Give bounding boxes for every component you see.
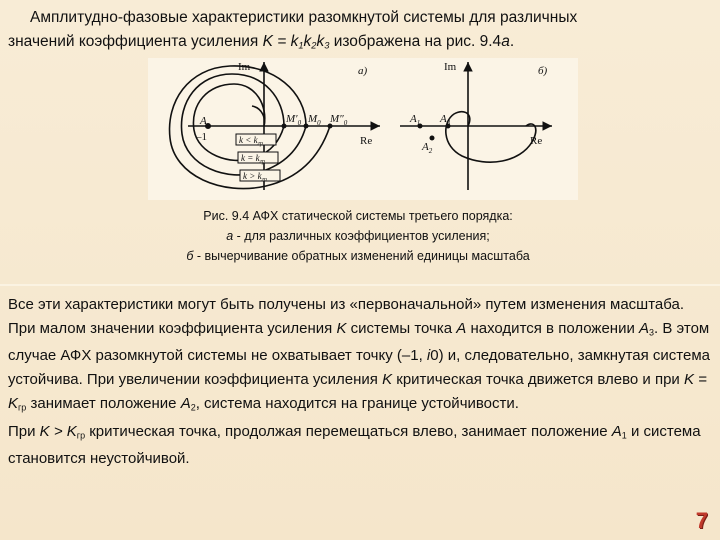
section-divider <box>0 284 720 286</box>
A2-label: $A_2$ <box>422 141 433 155</box>
M1-label: $M'_0$ <box>286 113 302 127</box>
body-paragraph-1: Все эти характеристики могут быть получены из «первоначальной» путем изменения масштаба. <box>8 296 685 313</box>
minus-one-label: –1 <box>196 131 207 143</box>
A3-label: $A_3$ <box>440 113 451 127</box>
M2-label: $M''_0$ <box>330 113 348 127</box>
M0-label: $M_0$ <box>308 113 321 127</box>
afc-diagram <box>148 58 578 200</box>
caption-line3: б - вычерчивание обратных изменений единицы масштаба <box>186 249 530 263</box>
curve-k-lt <box>193 84 284 160</box>
panel-b <box>400 62 552 190</box>
tag-a: а) <box>358 65 368 77</box>
body-paragraph-2: При малом значении коэффициента усиления K системы точка A находится в положении $A_3$. В этом случае АФХ разомкнутой системы не охватывает точку (–1, i0) и, следовательно, замкнутая система устойчива. При увеличении коэффициента усиления K критическая точка движется влево и при $K = K_{гр}$ занимает положение $A_2$, система находится на границе устойчивости. <box>8 320 711 413</box>
k-gt-label: $k > k_{гр}$ <box>243 171 267 183</box>
curve-hf <box>252 106 265 126</box>
re-label-a: Re <box>360 135 373 147</box>
body-paragraph-3: При $K > K_{гр}$ критическая точка, продолжая перемещаться влево, занимает положение $A_1$ и система становится неустойчивой. <box>8 422 701 467</box>
im-label-b: Im <box>444 61 457 73</box>
figure-9-4 <box>148 58 578 200</box>
intro-line2-start: значений коэффициента усиления <box>8 33 263 50</box>
intro-paragraph: Амплитудно-фазовые характеристики разомкнутой системы для различных значений коэффициента усиления $K = k_1k_2k_3$ изображена на рис. 9.4а. <box>8 9 578 51</box>
intro-line1: Амплитудно-фазовые характеристики разомкнутой системы для различных <box>30 9 578 26</box>
body-text <box>8 293 714 471</box>
figure-caption <box>118 206 598 266</box>
intro-line2-end: изображена на рис. 9.4 <box>329 33 502 50</box>
k-eq-label: $k = k_{гр}$ <box>241 153 265 165</box>
page-number: 7 <box>695 508 708 533</box>
re-label-b: Re <box>530 135 543 147</box>
caption-line1: Рис. 9.4 АФХ статической системы третьего порядка: <box>203 209 513 223</box>
im-label-a: Im <box>238 61 251 73</box>
A1-label: $A_1$ <box>410 113 421 127</box>
caption-line2: а - для различных коэффициентов усиления; <box>226 229 490 243</box>
tag-b: б) <box>538 65 548 77</box>
point-A-label: A <box>200 115 207 127</box>
curve-b <box>446 112 536 163</box>
k-lt-label: $k < k_{гр}$ <box>239 135 263 147</box>
gain-formula: $K = k_1k_2k_3$ <box>262 33 330 51</box>
figure-ref-letter: а <box>501 33 510 50</box>
